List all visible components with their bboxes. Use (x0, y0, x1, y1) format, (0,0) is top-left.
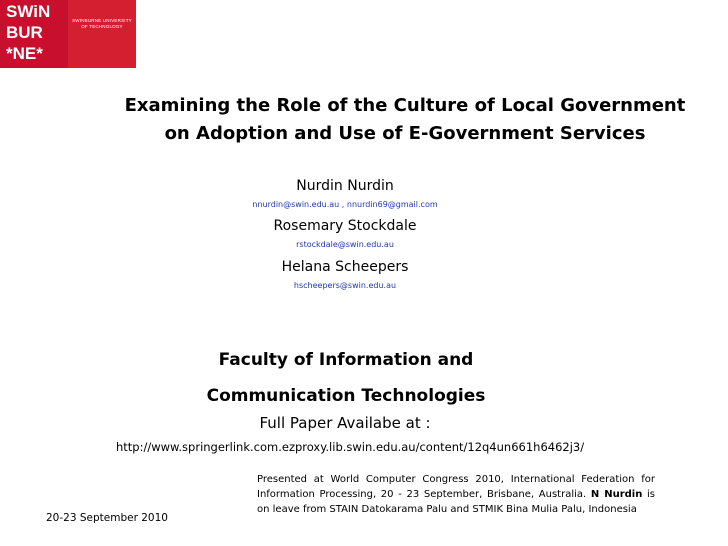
swinburne-logo (0, 0, 136, 68)
presented-author-bold: N Nurdin (590, 489, 643, 500)
logo-wordmark: SWiN BUR *NE* (6, 2, 51, 63)
logo-subtitle: SWINBURNE UNIVERSITY OF TECHNOLOGY (72, 18, 132, 29)
author-email-1[interactable]: nnurdin@swin.edu.au , nnurdin69@gmail.com (252, 200, 438, 209)
faculty-line-1: Faculty of Information and (218, 350, 474, 370)
author-name-1: Nurdin Nurdin (296, 178, 394, 194)
author-email-2[interactable]: rstockdale@swin.edu.au (296, 240, 394, 249)
author-name-2: Rosemary Stockdale (273, 218, 417, 234)
author-email-3[interactable]: hscheepers@swin.edu.au (293, 281, 397, 290)
logo-red-block-left (0, 0, 68, 68)
author-name-3: Helana Scheepers (281, 259, 409, 275)
full-paper-url[interactable]: http://www.springerlink.com.ezproxy.lib.swin.edu.au/content/12q4un661h6462j3/ (116, 440, 585, 454)
logo-red-block-right (68, 0, 136, 68)
title-line-1: Examining the Role of the Culture of Local Government (124, 95, 686, 116)
presented-text-before: Presented at World Computer Congress 2010, International Federation for Information Processing, 20 - 23 September, Brisbane, Australia. (257, 474, 655, 500)
presented-note (257, 472, 655, 517)
title-line-2: on Adoption and Use of E-Government Services (164, 123, 646, 144)
faculty-line-2: Communication Technologies (206, 386, 486, 406)
presentation-title (110, 92, 700, 148)
presented-text-after: is on leave from STAIN Datokarama Palu and STMIK Bina Mulia Palu, Indonesia (257, 489, 655, 515)
full-paper-label: Full Paper Availabe at : (259, 414, 431, 432)
conference-date: 20-23 September 2010 (46, 512, 168, 524)
